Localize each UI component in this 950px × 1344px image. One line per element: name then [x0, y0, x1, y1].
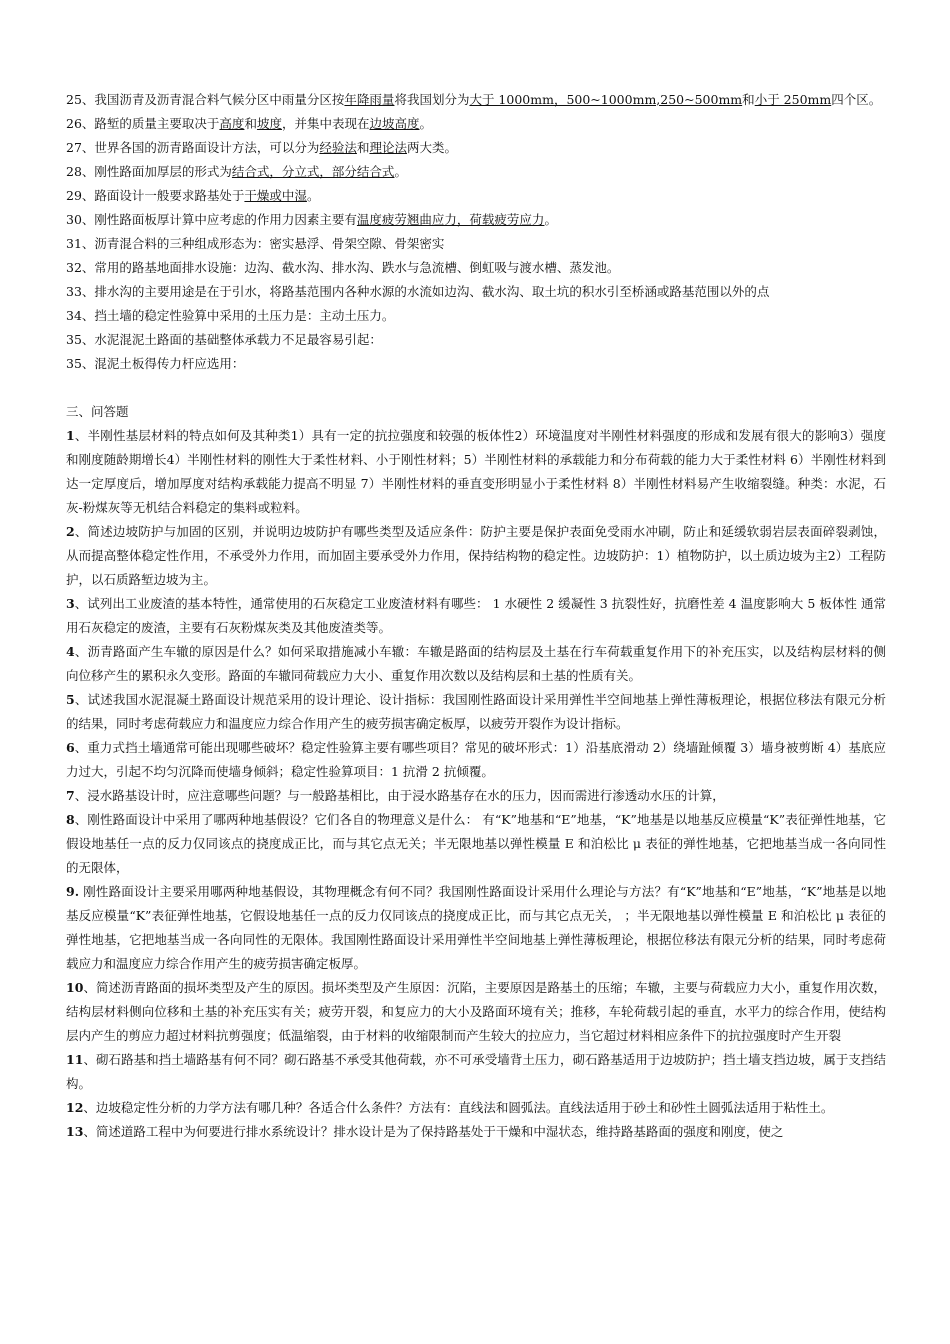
question-text: 27、世界各国的沥青路面设计方法，可以分为	[66, 140, 320, 155]
qa-text: 、边坡稳定性分析的力学方法有哪几种？各适合什么条件？方法有：直线法和圆弧法。直线法适用于砂土和砂性土圆弧法适用于粘性土。	[83, 1100, 834, 1115]
qa-item	[66, 736, 886, 784]
qa-number: 9.	[66, 884, 80, 899]
qa-number: 3	[66, 596, 75, 611]
qa-text: 、简述道路工程中为何要进行排水系统设计？排水设计是为了保持路基处于干燥和中湿状态，维持路基路面的强度和刚度，使之	[83, 1124, 784, 1139]
question-text: 和	[356, 140, 370, 155]
answer-underlined: 理论法	[369, 140, 407, 155]
question-text: 将我国划分为	[394, 92, 470, 107]
question-text: 和	[244, 116, 257, 131]
qa-item	[66, 1096, 886, 1120]
qa-text: 、重力式挡土墙通常可能出现哪些破坏？稳定性验算主要有哪些项目？常见的破坏形式：1）沿基底滑动 2）绕墙趾倾覆 3）墙身被剪断 4）基底应力过大，引起不均匀沉降而使墙身倾斜；稳定性验算项目：1 抗滑 2 抗倾覆。	[66, 740, 886, 779]
answer-underlined: 温度疲劳翘曲应力，荷载疲劳应力	[356, 212, 545, 227]
qa-number: 5	[66, 692, 75, 707]
qa-text: 、砌石路基和挡土墙路基有何不同？砌石路基不承受其他荷载，亦不可承受墙背土压力，砌石路基适用于边坡防护；挡土墙支挡边坡，属于支挡结构。	[66, 1052, 886, 1091]
qa-list	[66, 424, 886, 1144]
qa-text: 、浸水路基设计时，应注意哪些问题？与一般路基相比，由于浸水路基存在水的压力，因而需进行渗透动水压的计算，	[74, 788, 725, 803]
question-text: 31、沥青混合料的三种组成形态为：密实悬浮、骨架空隙、骨架密实	[66, 236, 445, 251]
qa-item	[66, 424, 886, 520]
qa-text: 、简述沥青路面的损坏类型及产生的原因。损坏类型及产生原因：沉陷，主要原因是路基土的压缩；车辙，主要与荷载应力大小，重复作用次数，结构层材料侧向位移和土基的补充压实有关；疲劳开裂，和复应力的大小及路面环境有关；推移，车轮荷载引起的垂直，水平力的综合作用，使结构层内产生的剪应力超过材料抗剪强度；低温缩裂，由于材料的收缩限制而产生较大的拉应力，当它超过材料相应条件下的抗拉强度时产生开裂	[66, 980, 886, 1043]
question-text: 34、挡土墙的稳定性验算中采用的土压力是：主动土压力。	[66, 308, 395, 323]
question-text: 25、我国沥青及沥青混合料气候分区中雨量分区按	[66, 92, 345, 107]
question-text: 两大类。	[406, 140, 457, 155]
section-title: 三、问答题	[66, 404, 129, 419]
answer-underlined: 年降雨量	[344, 92, 395, 107]
fill-line	[66, 112, 886, 136]
qa-text: 、试述我国水泥混凝土路面设计规范采用的设计理论、设计指标：我国刚性路面设计采用弹性半空间地基上弹性薄板理论，根据位移法有限元分析的结果，同时考虑荷载应力和温度应力综合作用产生的疲劳损害确定板厚，以疲劳开裂作为设计指标。	[66, 692, 886, 731]
qa-text: 、刚性路面设计中采用了哪两种地基假设？它们各自的物理意义是什么： 有“K”地基和“E”地基，“K”地基是以地基反应模量“K”表征弹性地基，它假设地基任一点的反力仅同该点的挠度成正比，而与其它点无关；半无限地基以弹性模量 E 和泊松比 μ 表征的弹性地基，它把地基当成一各向同性的无限体，	[66, 812, 886, 875]
qa-number: 7	[66, 788, 75, 803]
question-text: 35、水泥混泥土路面的基础整体承载力不足最容易引起：	[66, 332, 382, 347]
fill-line	[66, 256, 886, 280]
fill-line	[66, 184, 886, 208]
question-text: 26、路堑的质量主要取决于	[66, 116, 220, 131]
qa-item	[66, 688, 886, 736]
fill-line	[66, 328, 886, 352]
qa-item	[66, 520, 886, 592]
qa-text: 刚性路面设计主要采用哪两种地基假设，其物理概念有何不同？我国刚性路面设计采用什么理论与方法？有“K”地基和“E”地基，“K”地基是以地基反应模量“K”表征弹性地基，它假设地基任一点的反力仅同该点的挠度成正比，而与其它点无关， ；半无限地基以弹性模量 E 和泊松比 μ 表征的弹性地基，它把地基当成一各向同性的无限体。我国刚性路面设计采用弹性半空间地基上弹性薄板理论，根据位移法有限元分析的结果，同时考虑荷载应力和温度应力综合作用产生的疲劳损害确定板厚。	[66, 884, 886, 971]
qa-number: 2	[66, 524, 75, 539]
answer-underlined: 大于 1000mm，500~1000mm,250~500mm	[469, 92, 743, 107]
question-text: 。	[544, 212, 557, 227]
qa-text: 、沥青路面产生车辙的原因是什么？如何采取措施减小车辙：车辙是路面的结构层及土基在行车荷载重复作用下的补充压实，以及结构层材料的侧向位移产生的累积永久变形。路面的车辙同荷载应力大小、重复作用次数以及结构层和土基的性质有关。	[66, 644, 886, 683]
answer-underlined: 边坡高度	[369, 116, 420, 131]
fill-line	[66, 160, 886, 184]
fill-line	[66, 352, 886, 376]
fill-line	[66, 304, 886, 328]
answer-underlined: 经验法	[319, 140, 357, 155]
answer-underlined: 干燥或中湿	[244, 188, 307, 203]
qa-item	[66, 1048, 886, 1096]
answer-underlined: 坡度	[256, 116, 282, 131]
fill-line	[66, 88, 886, 112]
qa-item	[66, 1120, 886, 1144]
qa-number: 10	[66, 980, 84, 995]
qa-number: 11	[66, 1052, 84, 1067]
question-text: ，并集中表现在	[281, 116, 370, 131]
qa-number: 1	[66, 428, 75, 443]
question-text: 33、排水沟的主要用途是在于引水，将路基范围内各种水源的水流如边沟、截水沟、取土坑的积水引至桥涵或路基范围以外的点	[66, 284, 770, 299]
qa-number: 8	[66, 812, 75, 827]
qa-item	[66, 640, 886, 688]
question-text: 四个区。	[831, 92, 882, 107]
question-text: 。	[306, 188, 320, 203]
qa-text: 、试列出工业废渣的基本特性，通常使用的石灰稳定工业废渣材料有哪些： 1 水硬性 2 缓凝性 3 抗裂性好，抗磨性差 4 温度影响大 5 板体性 通常用石灰稳定的废渣，主要有石灰粉煤灰类及其他废渣类等。	[66, 596, 886, 635]
answer-underlined: 小于 250mm	[754, 92, 832, 107]
qa-item	[66, 592, 886, 640]
question-text: 29、路面设计一般要求路基处于	[66, 188, 245, 203]
question-text: 。	[419, 116, 433, 131]
qa-number: 12	[66, 1100, 84, 1115]
fill-line	[66, 136, 886, 160]
fill-in-answers	[66, 88, 886, 376]
answer-underlined: 结合式，分立式，部分结合式	[231, 164, 395, 179]
qa-item	[66, 976, 886, 1048]
question-text: 35、混泥土板得传力杆应选用：	[66, 356, 245, 371]
document-page	[66, 88, 886, 1144]
question-text: 32、常用的路基地面排水设施：边沟、截水沟、排水沟、跌水与急流槽、倒虹吸与渡水槽、蒸发池。	[66, 260, 620, 275]
answer-underlined: 高度	[219, 116, 245, 131]
question-text: 和	[742, 92, 755, 107]
question-text: 30、刚性路面板厚计算中应考虑的作用力因素主要有	[66, 212, 357, 227]
fill-line	[66, 208, 886, 232]
qa-item	[66, 784, 886, 808]
qa-text: 、半刚性基层材料的特点如何及其种类1）具有一定的抗拉强度和较强的板体性2）环境温度对半刚性材料强度的形成和发展有很大的影响3）强度和刚度随龄期增长4）半刚性材料的刚性大于柔性材料、小于刚性材料；5）半刚性材料的承载能力和分布荷载的能力大于柔性材料 6）半刚性材料到达一定厚度后，增加厚度对结构承载能力提高不明显 7）半刚性材料的垂直变形明显小于柔性材料 8）半刚性材料易产生收缩裂缝。种类：水泥，石灰-粉煤灰等无机结合料稳定的集料或粒料。	[66, 428, 886, 515]
fill-line	[66, 232, 886, 256]
fill-line	[66, 280, 886, 304]
qa-number: 4	[66, 644, 75, 659]
qa-item	[66, 880, 886, 976]
qa-number: 13	[66, 1124, 84, 1139]
question-text: 28、刚性路面加厚层的形式为	[66, 164, 232, 179]
spacer	[66, 376, 886, 400]
qa-text: 、简述边坡防护与加固的区别，并说明边坡防护有哪些类型及适应条件：防护主要是保护表面免受雨水冲刷，防止和延缓软弱岩层表面碎裂剥蚀，从而提高整体稳定性作用，不承受外力作用，而加固主要承受外力作用，保持结构物的稳定性。边坡防护：1）植物防护，以土质边坡为主2）工程防护，以石质路堑边坡为主。	[66, 524, 886, 587]
question-text: 。	[394, 164, 407, 179]
qa-item	[66, 808, 886, 880]
qa-number: 6	[66, 740, 75, 755]
